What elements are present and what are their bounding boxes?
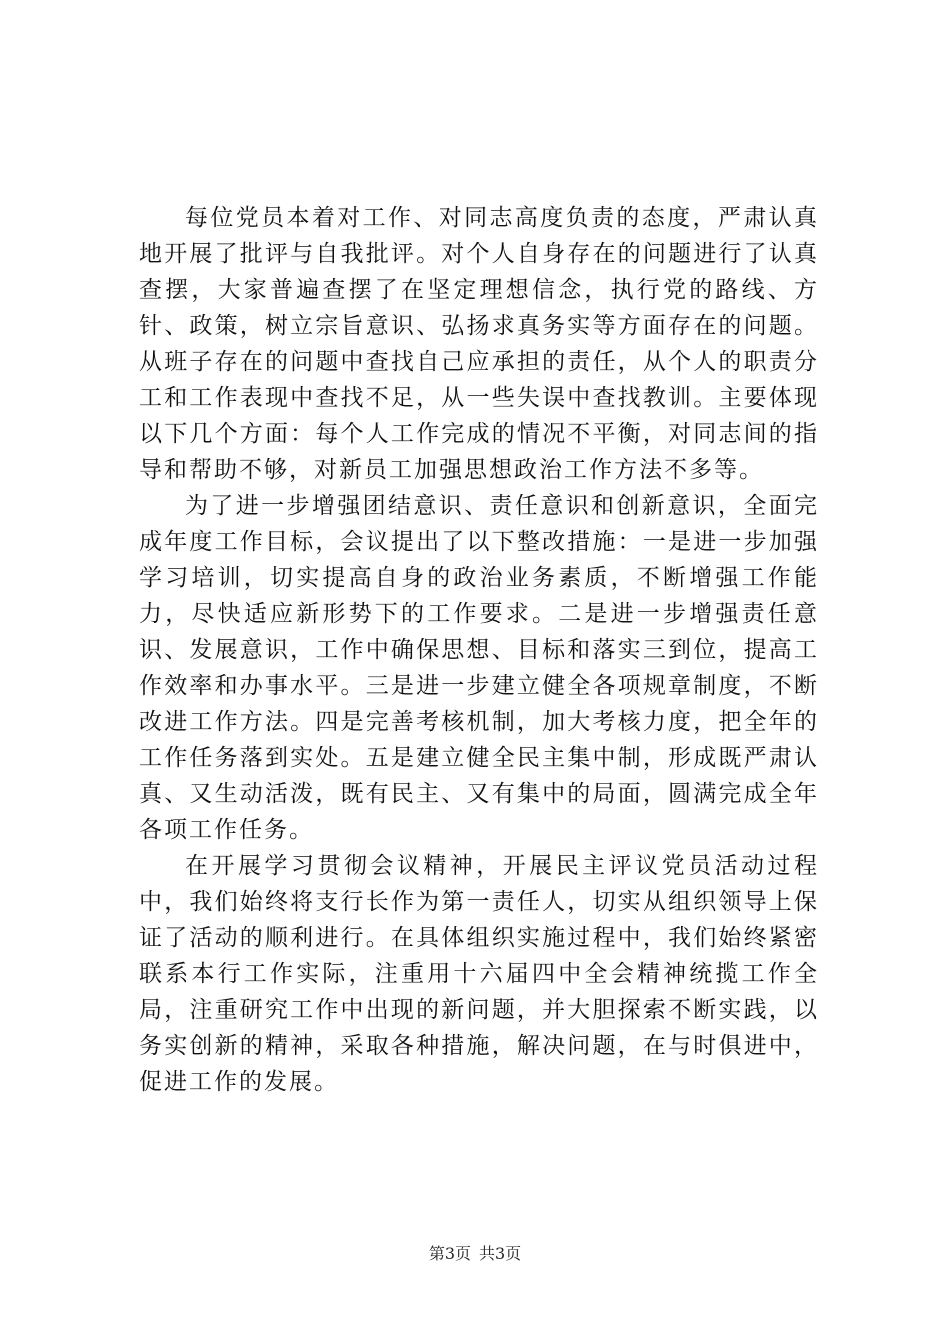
paragraph-criticism: 每位党员本着对工作、对同志高度负责的态度，严肃认真地开展了批评与自我批评。对个人自身存在的问题进行了认真查摆，大家普遍查摆了在坚定理想信念，执行党的路线、方针、政策，树立宗旨意识、弘扬求真务实等方面存在的问题。从班子存在的问题中查找自己应承担的责任，从个人的职责分工和工作表现中查找不足，从一些失误中查找教训。主要体现以下几个方面：每个人工作完成的情况不平衡，对同志间的指导和帮助不够，对新员工加强思想政治工作方法不多等。 xyxy=(139,205,819,483)
page-footer xyxy=(0,1244,950,1264)
paragraph-rectification-measures: 为了进一步增强团结意识、责任意识和创新意识，全面完成年度工作目标，会议提出了以下整改措施：一是进一步加强学习培训，切实提高自身的政治业务素质，不断增强工作能力，尽快适应新形势下的工作要求。二是进一步增强责任意识、发展意识，工作中确保思想、目标和落实三到位，提高工作效率和办事水平。三是进一步建立健全各项规章制度，不断改进工作方法。四是完善考核机制，加大考核力度，把全年的工作任务落到实处。五是建立健全民主集中制，形成既严肃认真、又生动活泼，既有民主、又有集中的局面，圆满完成全年各项工作任务。 xyxy=(139,493,819,843)
page-number-current: 第3页 xyxy=(428,1244,471,1263)
page-number-total: 共3页 xyxy=(479,1244,522,1263)
paragraph-implementation: 在开展学习贯彻会议精神，开展民主评议党员活动过程中，我们始终将支行长作为第一责任人，切实从组织领导上保证了活动的顺利进行。在具体组织实施过程中，我们始终紧密联系本行工作实际，注重用十六届四中全会精神统揽工作全局，注重研究工作中出现的新问题，并大胆探索不断实践，以务实创新的精神，采取各种措施，解决问题，在与时俱进中，促进工作的发展。 xyxy=(139,853,819,1095)
document-body xyxy=(139,200,819,1100)
